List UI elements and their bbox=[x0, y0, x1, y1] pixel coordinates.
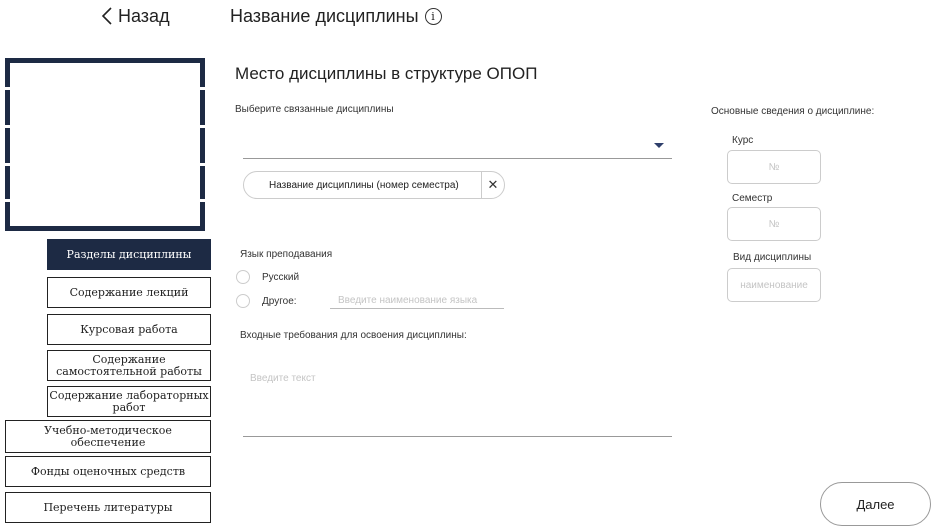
course-input[interactable] bbox=[727, 150, 821, 184]
requirements-placeholder: Введите текст bbox=[250, 373, 316, 384]
input-underline bbox=[330, 308, 504, 309]
chip-label: Название дисциплины (номер семестра) bbox=[269, 179, 459, 191]
sidebar-item-methodology[interactable]: Учебно-методическое обеспечение bbox=[5, 420, 211, 453]
section-title: Место дисциплины в структуре ОПОП bbox=[235, 64, 538, 83]
caret-down-icon[interactable] bbox=[654, 143, 664, 148]
frame-divider bbox=[4, 125, 216, 128]
frame-divider bbox=[4, 163, 216, 166]
sidebar-item-self-study[interactable]: Содержание самостоятельной работы bbox=[47, 350, 211, 381]
language-option-label: Русский bbox=[262, 271, 300, 283]
select-underline bbox=[243, 158, 672, 159]
info-panel-title: Основные сведения о дисциплине: bbox=[711, 106, 875, 117]
requirements-textarea[interactable] bbox=[243, 364, 672, 437]
language-option-label: Другое: bbox=[262, 295, 297, 307]
textarea-underline bbox=[243, 436, 672, 437]
related-disciplines-label: Выберите связанные дисциплины bbox=[235, 104, 394, 115]
sidebar-item-lectures[interactable]: Содержание лекций bbox=[47, 277, 211, 308]
semester-label: Семестр bbox=[732, 193, 773, 204]
language-option-other[interactable] bbox=[236, 294, 297, 308]
discipline-type-label: Вид дисциплины bbox=[733, 252, 812, 263]
sidebar-item-coursework[interactable]: Курсовая работа bbox=[47, 314, 211, 345]
page-title: Название дисциплины bbox=[230, 5, 419, 26]
sidebar-item-labs[interactable]: Содержание лабораторных работ bbox=[47, 386, 211, 417]
requirements-label: Входные требования для освоения дисциплины: bbox=[240, 330, 467, 341]
sidebar-item-sections[interactable]: Разделы дисциплины bbox=[47, 239, 211, 270]
next-button[interactable]: Далее bbox=[820, 482, 931, 526]
info-icon[interactable]: i bbox=[425, 8, 442, 25]
radio-russian[interactable] bbox=[236, 270, 250, 284]
back-label: Назад bbox=[118, 5, 170, 26]
course-label: Курс bbox=[732, 135, 754, 146]
discipline-type-placeholder: наименование bbox=[740, 279, 808, 291]
discipline-type-input[interactable] bbox=[727, 268, 821, 302]
back-button[interactable] bbox=[100, 4, 170, 28]
close-icon[interactable]: ✕ bbox=[481, 172, 504, 198]
sidebar-item-literature[interactable]: Перечень литературы bbox=[5, 492, 211, 523]
sidebar-item-assessment[interactable]: Фонды оценочных средств bbox=[5, 456, 211, 487]
semester-placeholder: № bbox=[768, 218, 780, 230]
other-language-input[interactable] bbox=[330, 291, 504, 309]
chevron-left-icon bbox=[100, 6, 114, 26]
selected-discipline-chip[interactable] bbox=[243, 171, 505, 199]
other-language-placeholder: Введите наименование языка bbox=[338, 295, 478, 306]
page-title-group bbox=[230, 4, 442, 28]
language-option-russian[interactable] bbox=[236, 270, 299, 284]
related-disciplines-select[interactable] bbox=[243, 128, 672, 159]
discipline-image-frame bbox=[5, 58, 205, 231]
course-placeholder: № bbox=[768, 161, 780, 173]
semester-input[interactable] bbox=[727, 207, 821, 241]
frame-divider bbox=[4, 199, 216, 202]
frame-divider bbox=[4, 87, 216, 90]
language-label: Язык преподавания bbox=[240, 249, 333, 260]
radio-other[interactable] bbox=[236, 294, 250, 308]
